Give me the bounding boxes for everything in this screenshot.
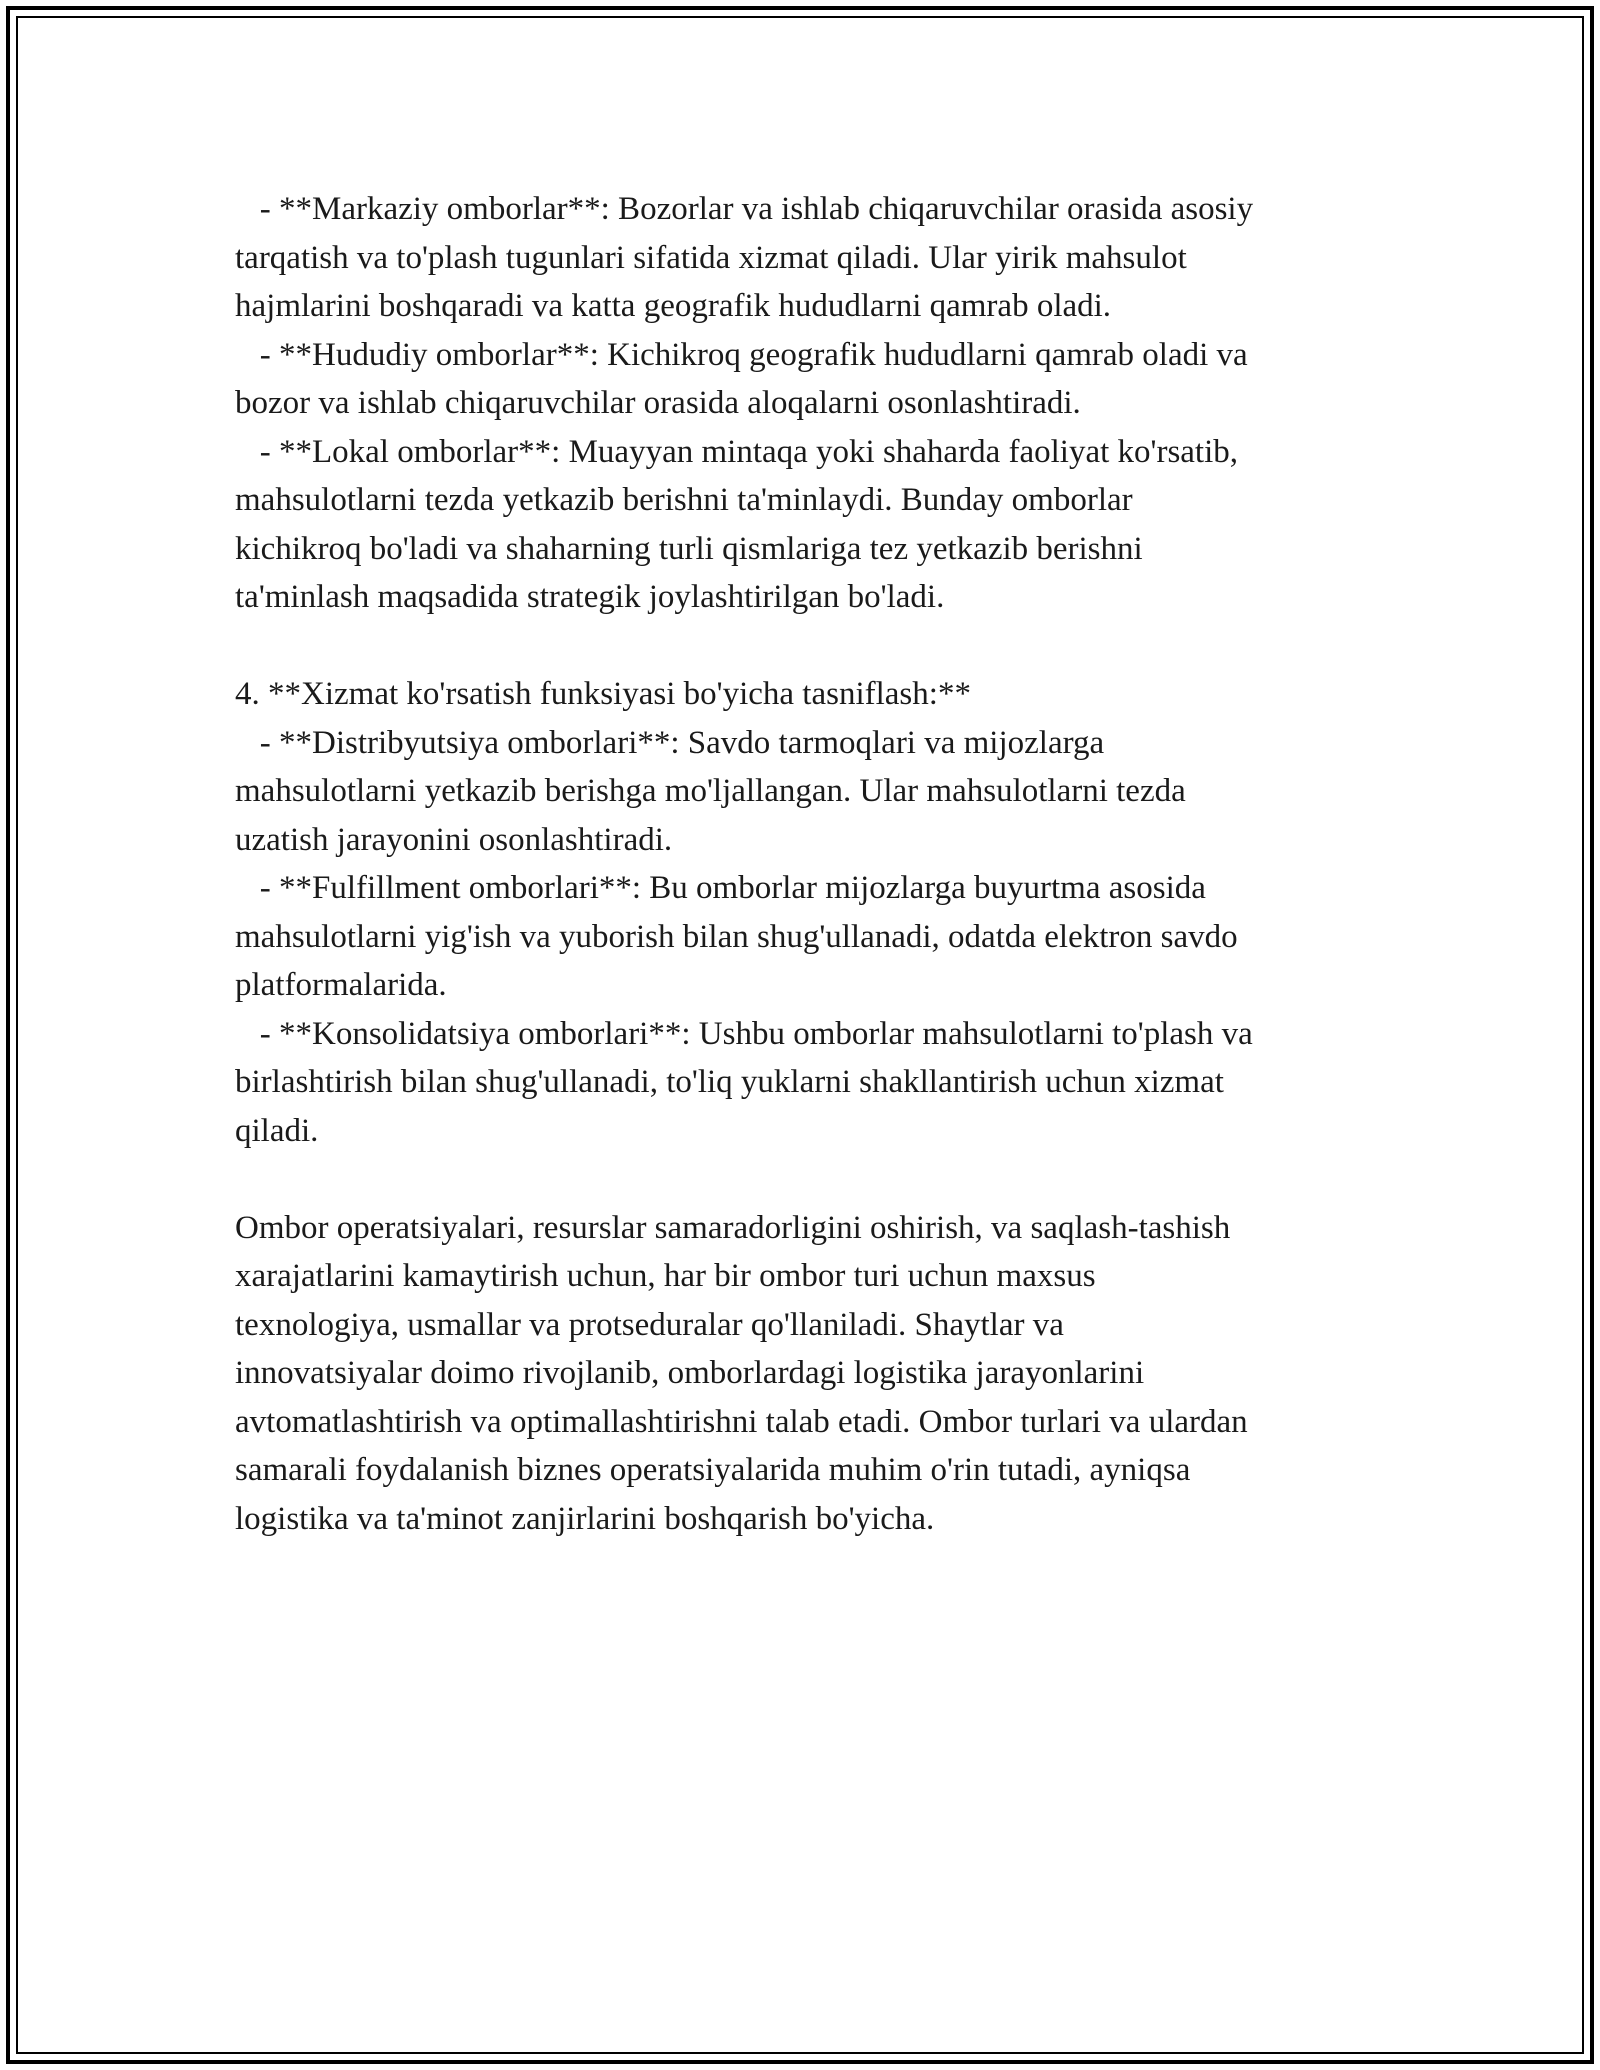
text-line: - **Fulfillment omborlari**: Bu omborlar mijozlarga buyurtma asosida [235, 870, 1206, 906]
text-line: tarqatish va to'plash tugunlari sifatida xizmat qiladi. Ular yirik mahsulot [235, 239, 1187, 276]
text-line: - **Konsolidatsiya omborlari**: Ushbu omborlar mahsulotlarni to'plash va [235, 1015, 1253, 1052]
text-line: - **Lokal omborlar**: Muayyan mintaqa yoki shaharda faoliyat ko'rsatib, [235, 433, 1239, 470]
section-heading: 4. **Xizmat ko'rsatish funksiyasi bo'yicha tasniflash:** [235, 676, 971, 712]
text-line: bozor va ishlab chiqaruvchilar orasida aloqalarni osonlashtiradi. [235, 385, 1081, 421]
text-line: mahsulotlarni yetkazib berishga mo'ljallangan. Ular mahsulotlarni tezda [235, 773, 1186, 809]
text-line: mahsulotlarni yig'ish va yuborish bilan shug'ullanadi, odatda elektron savdo [235, 918, 1238, 955]
document-body [235, 185, 1375, 1543]
text-line: logistika va ta'minot zanjirlarini boshqarish bo'yicha. [235, 1500, 935, 1537]
paragraph-gap [235, 1155, 1375, 1204]
text-line: birlashtirish bilan shug'ullanadi, to'liq yuklarni shakllantirish uchun xizmat [235, 1064, 1224, 1100]
text-line: - **Markaziy omborlar**: Bozorlar va ishlab chiqaruvchilar orasida asosiy [235, 191, 1254, 227]
text-line: kichikroq bo'ladi va shaharning turli qismlariga tez yetkazib berishni [235, 530, 1143, 567]
paragraph-gap [235, 622, 1375, 671]
text-line: samarali foydalanish biznes operatsiyalarida muhim o'rin tutadi, ayniqsa [235, 1452, 1191, 1488]
text-line: qiladi. [235, 1112, 319, 1149]
text-line: Ombor operatsiyalari, resurslar samaradorligini oshirish, va saqlash-tashish [235, 1209, 1231, 1246]
text-line: hajmlarini boshqaradi va katta geografik hududlarni qamrab oladi. [235, 288, 1112, 324]
text-line: ta'minlash maqsadida strategik joylashtirilgan bo'ladi. [235, 579, 945, 615]
text-line: avtomatlashtirish va optimallashtirishni talab etadi. Ombor turlari va ulardan [235, 1403, 1248, 1440]
text-line: xarajatlarini kamaytirish uchun, har bir ombor turi uchun maxsus [235, 1258, 1096, 1294]
text-line: innovatsiyalar doimo rivojlanib, omborlardagi logistika jarayonlarini [235, 1355, 1145, 1391]
text-line: - **Distribyutsiya omborlari**: Savdo tarmoqlari va mijozlarga [235, 724, 1105, 761]
text-line: mahsulotlarni tezda yetkazib berishni ta'minlaydi. Bunday omborlar [235, 482, 1133, 518]
text-line: platformalarida. [235, 967, 447, 1003]
text-line: texnologiya, usmallar va protseduralar qo'llaniladi. Shaytlar va [235, 1306, 1064, 1343]
text-line: uzatish jarayonini osonlashtiradi. [235, 821, 673, 858]
text-line: - **Hududiy omborlar**: Kichikroq geografik hududlarni qamrab oladi va [235, 336, 1248, 373]
